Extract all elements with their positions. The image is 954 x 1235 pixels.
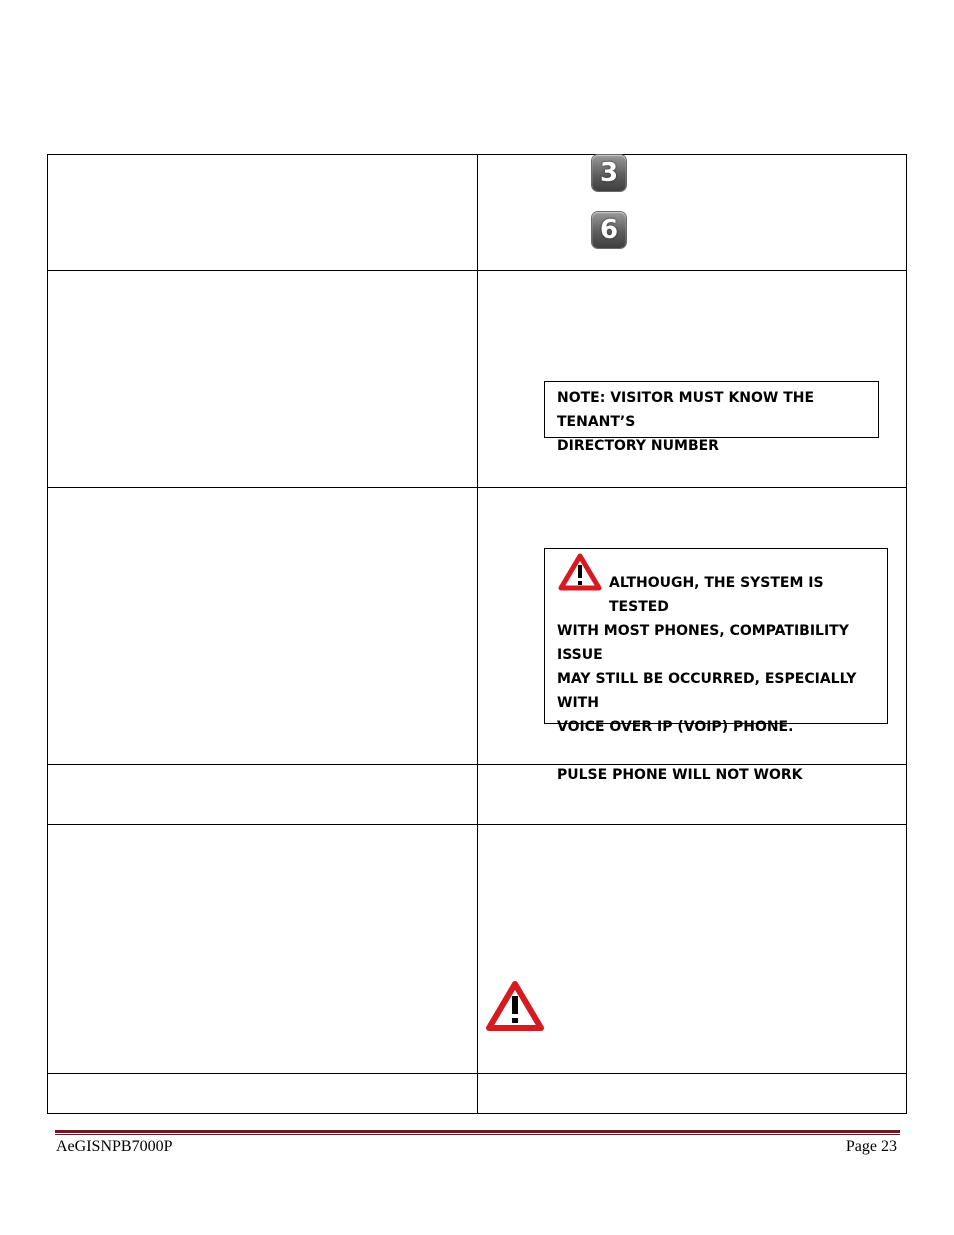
note-line: DIRECTORY NUMBER bbox=[557, 438, 719, 454]
footer-rule bbox=[55, 1130, 900, 1133]
table-row-divider bbox=[47, 824, 907, 825]
footer-rule bbox=[55, 1134, 900, 1135]
footer-doc-id: AeGISNPB7000P bbox=[56, 1138, 173, 1155]
warning-line: MAY STILL BE OCCURRED, ESPECIALLY WITH bbox=[557, 671, 857, 711]
warning-line: PULSE PHONE WILL NOT WORK bbox=[557, 767, 803, 783]
table-column-divider bbox=[477, 154, 478, 1113]
warning-triangle-icon bbox=[485, 980, 545, 1032]
keypad-6-icon: 6 bbox=[592, 212, 626, 248]
warning-triangle-icon bbox=[558, 553, 602, 591]
table-row-divider bbox=[47, 1073, 907, 1074]
table-row-divider bbox=[47, 270, 907, 271]
footer-page-number: Page 23 bbox=[845, 1138, 897, 1155]
warning-line: VOICE OVER IP (VOIP) PHONE. bbox=[557, 719, 794, 735]
compatibility-warning-box bbox=[544, 548, 888, 783]
warning-line: ALTHOUGH, THE SYSTEM IS TESTED bbox=[609, 575, 824, 615]
note-directory-box bbox=[544, 381, 879, 454]
keypad-3-icon: 3 bbox=[592, 155, 626, 191]
note-line: NOTE: VISITOR MUST KNOW THE TENANT’S bbox=[557, 390, 815, 430]
warning-line: WITH MOST PHONES, COMPATIBILITY ISSUE bbox=[557, 623, 849, 663]
table-row-divider bbox=[47, 487, 907, 488]
